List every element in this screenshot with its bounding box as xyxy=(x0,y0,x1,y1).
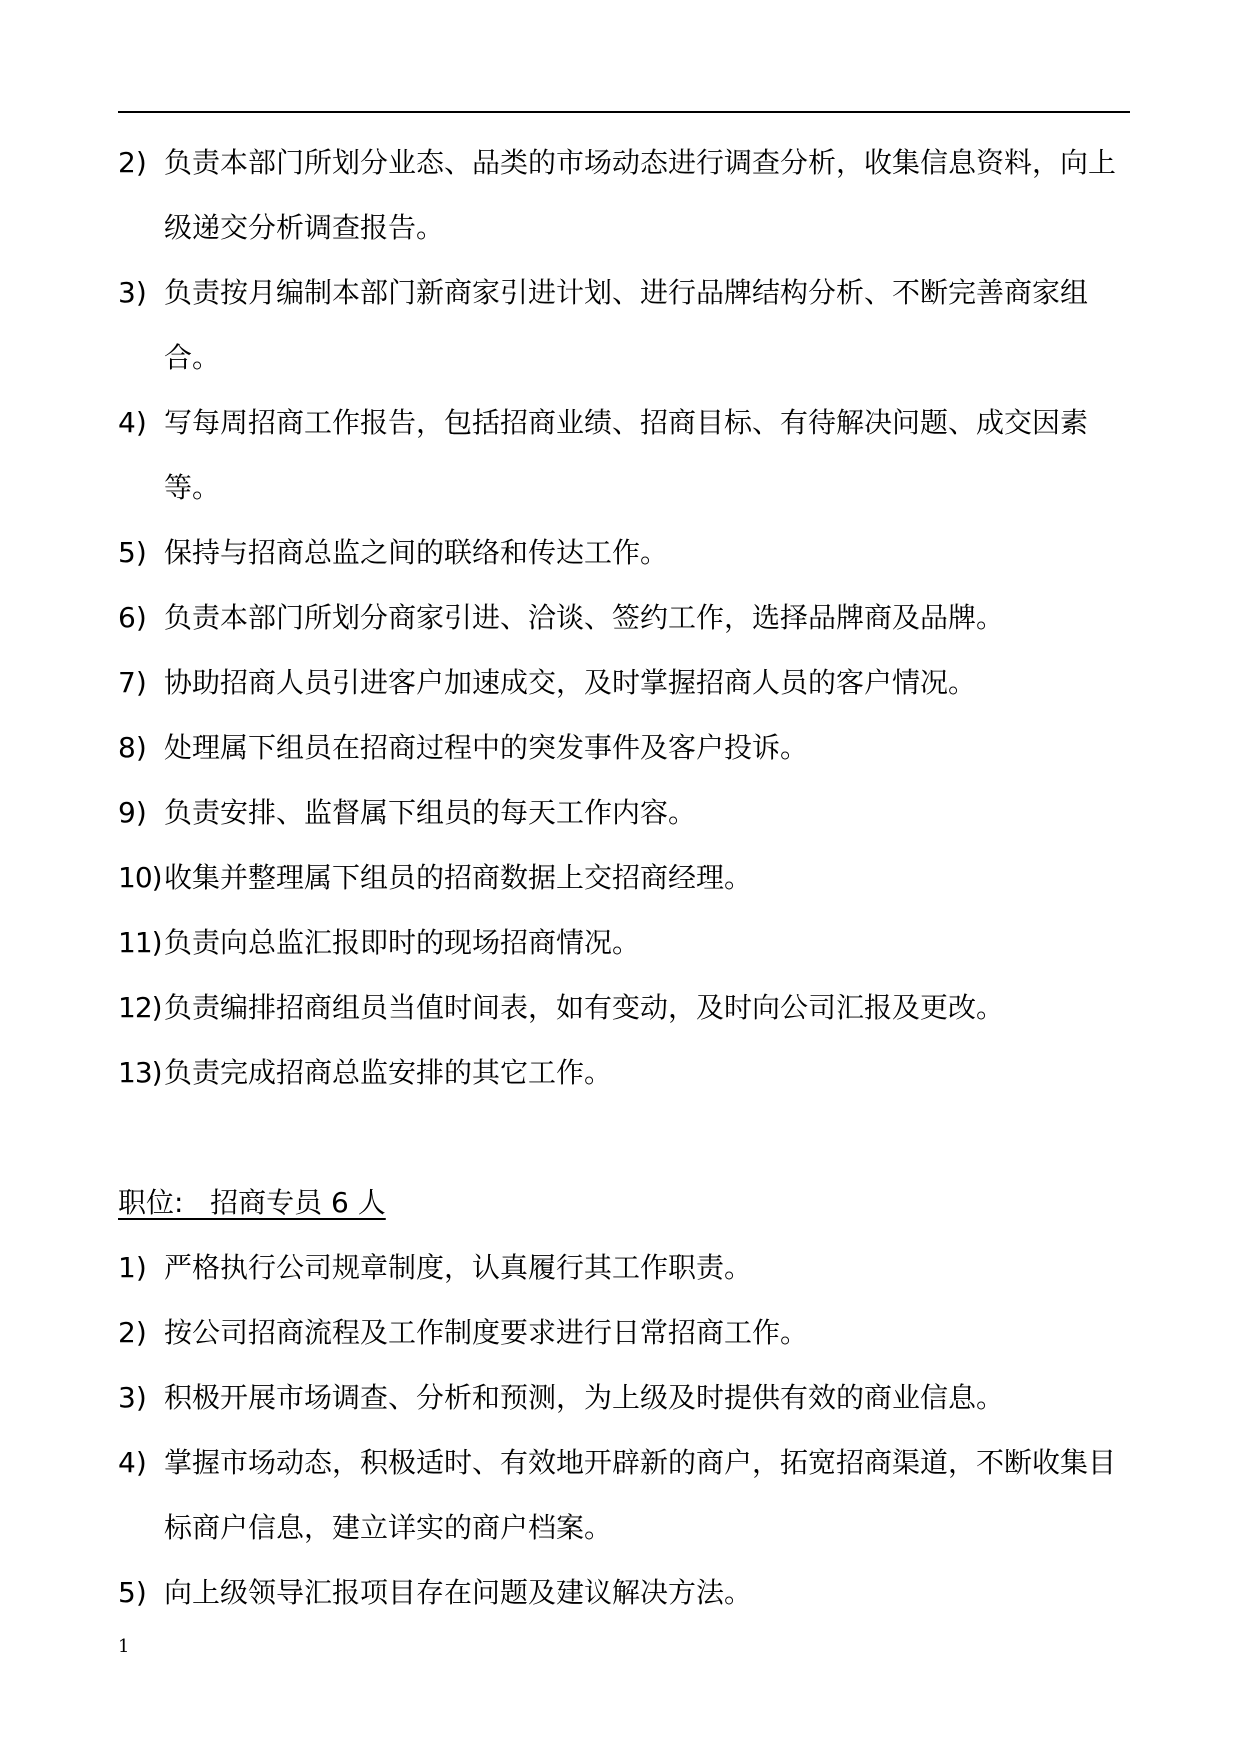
item-text: 负责向总监汇报即时的现场招商情况。 xyxy=(164,926,641,959)
item-number: 2) xyxy=(118,1316,147,1349)
list-item xyxy=(118,650,1130,715)
item-text: 负责本部门所划分业态、品类的市场动态进行调查分析，收集信息资料，向上级递交分析调查报告。 xyxy=(164,146,1117,244)
header-rule xyxy=(118,111,1130,113)
item-number: 12) xyxy=(118,991,162,1024)
item-text: 向上级领导汇报项目存在问题及建议解决方法。 xyxy=(164,1576,753,1609)
item-number: 3) xyxy=(118,276,147,309)
item-number: 9) xyxy=(118,796,147,829)
list-item xyxy=(118,845,1130,910)
section-title: 职位: 招商专员 6 人 xyxy=(118,1186,386,1219)
item-number: 4) xyxy=(118,406,147,439)
item-text: 写每周招商工作报告，包括招商业绩、招商目标、有待解决问题、成交因素等。 xyxy=(164,406,1089,504)
item-number: 1) xyxy=(118,1251,147,1284)
list-item xyxy=(118,1300,1130,1365)
item-text: 处理属下组员在招商过程中的突发事件及客户投诉。 xyxy=(164,731,809,764)
item-number: 6) xyxy=(118,601,147,634)
list-item xyxy=(118,260,1130,390)
list-item xyxy=(118,910,1130,975)
list-item xyxy=(118,780,1130,845)
document-body xyxy=(118,130,1130,1625)
list-item xyxy=(118,1560,1130,1625)
item-text: 按公司招商流程及工作制度要求进行日常招商工作。 xyxy=(164,1316,809,1349)
list-item xyxy=(118,520,1130,585)
item-text: 负责安排、监督属下组员的每天工作内容。 xyxy=(164,796,697,829)
item-text: 严格执行公司规章制度，认真履行其工作职责。 xyxy=(164,1251,753,1284)
page-number: 1 xyxy=(118,1636,130,1657)
item-number: 2) xyxy=(118,146,147,179)
item-number: 5) xyxy=(118,1576,147,1609)
item-number: 10) xyxy=(118,861,162,894)
item-number: 13) xyxy=(118,1056,162,1089)
item-text: 负责完成招商总监安排的其它工作。 xyxy=(164,1056,613,1089)
item-number: 5) xyxy=(118,536,147,569)
item-text: 收集并整理属下组员的招商数据上交招商经理。 xyxy=(164,861,753,894)
item-number: 7) xyxy=(118,666,147,699)
item-text: 协助招商人员引进客户加速成交，及时掌握招商人员的客户情况。 xyxy=(164,666,977,699)
item-text: 负责本部门所划分商家引进、洽谈、签约工作，选择品牌商及品牌。 xyxy=(164,601,1005,634)
item-text: 积极开展市场调查、分析和预测，为上级及时提供有效的商业信息。 xyxy=(164,1381,1005,1414)
list-item xyxy=(118,1430,1130,1560)
item-text: 负责按月编制本部门新商家引进计划、进行品牌结构分析、不断完善商家组合。 xyxy=(164,276,1089,374)
item-number: 4) xyxy=(118,1446,147,1479)
list-item xyxy=(118,975,1130,1040)
section-gap xyxy=(118,1105,1130,1170)
list-item xyxy=(118,1040,1130,1105)
item-text: 掌握市场动态，积极适时、有效地开辟新的商户，拓宽招商渠道，不断收集目标商户信息，建立详实的商户档案。 xyxy=(164,1446,1117,1544)
item-number: 3) xyxy=(118,1381,147,1414)
item-number: 11) xyxy=(118,926,162,959)
list-item xyxy=(118,715,1130,780)
item-text: 负责编排招商组员当值时间表，如有变动，及时向公司汇报及更改。 xyxy=(164,991,1005,1024)
list-item xyxy=(118,1235,1130,1300)
list-item xyxy=(118,130,1130,260)
list-item xyxy=(118,390,1130,520)
item-number: 8) xyxy=(118,731,147,764)
list-item xyxy=(118,585,1130,650)
item-text: 保持与招商总监之间的联络和传达工作。 xyxy=(164,536,669,569)
list-item xyxy=(118,1365,1130,1430)
